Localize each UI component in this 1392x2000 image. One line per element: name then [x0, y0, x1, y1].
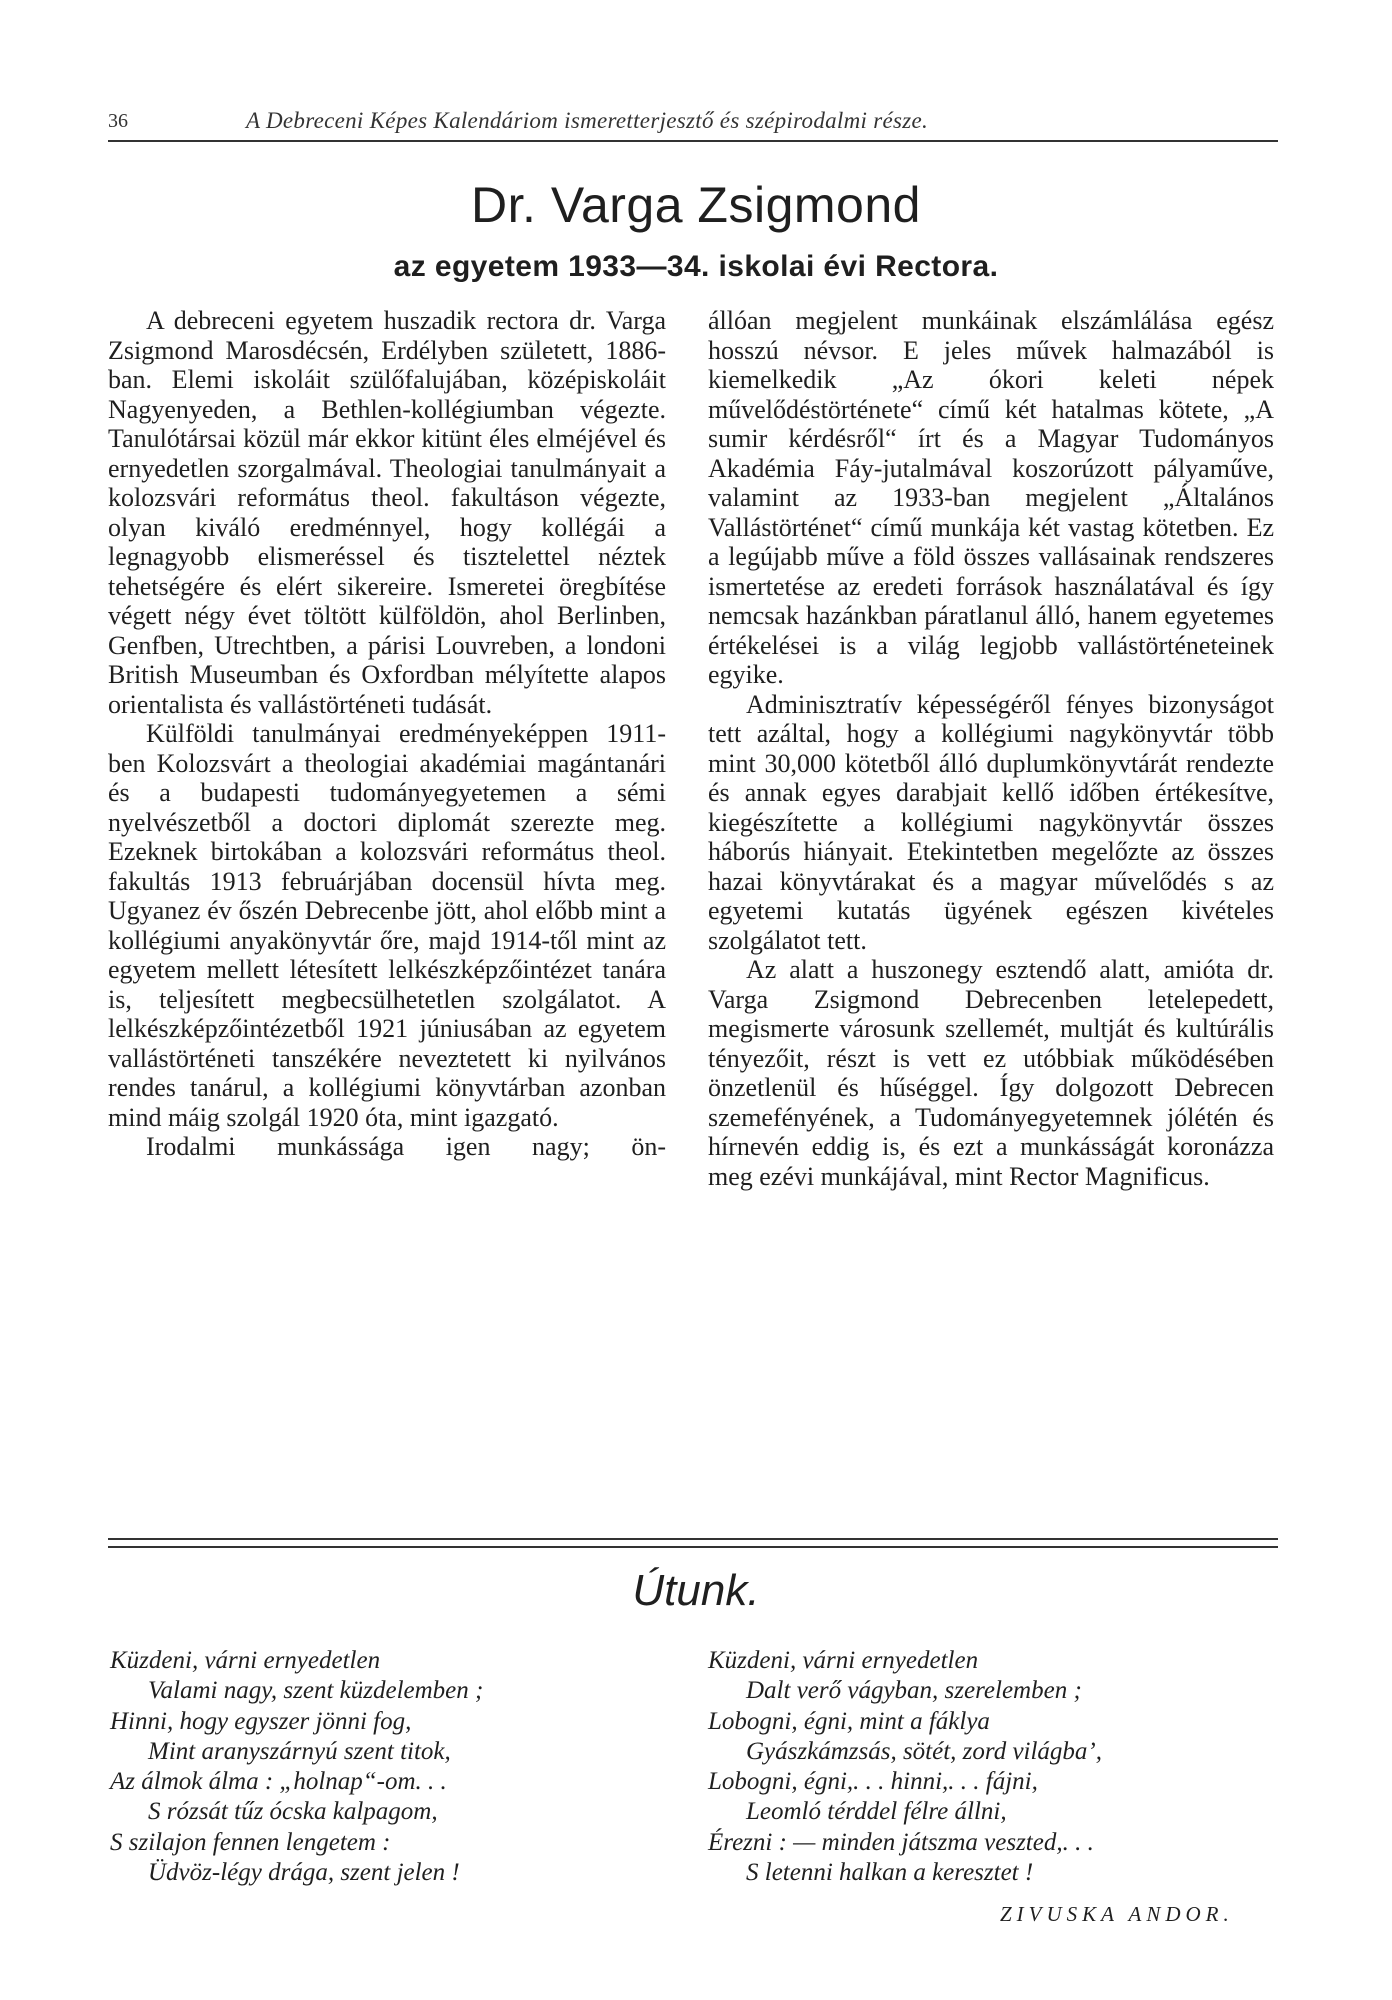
poem-line: S szilajon fennen lengetem :: [110, 1828, 391, 1856]
section-divider: [108, 1546, 1278, 1548]
poem-line: Küzdeni, várni ernyedetlen: [110, 1647, 381, 1674]
article-paragraph: Az alatt a huszonegy esztendő alatt, amióta dr. Varga Zsigmond Debrecenben letelepedett, megismerte városunk szellemét, multját és kultúrális tényezőit, részt is vett ez utóbbiak működésében önzetlenül és hűséggel. Így dolgozott Debrecen szemefényének, a Tudományegyetemnek jólétén és hírnevén eddig is, és ezt a munkásságát koronázza meg ezévi munkájával, mint Rector Magnificus.: [708, 955, 1274, 1191]
poem-line: Mint aranyszárnyú szent titok,: [148, 1737, 451, 1765]
poem-line: Gyászkámzsás, sötét, zord világba’,: [746, 1737, 1103, 1765]
page-number: 36: [108, 110, 128, 132]
poem-line: Hinni, hogy egyszer jönni fog,: [110, 1707, 412, 1735]
article-right-column: [708, 306, 1274, 1191]
running-title: A Debreceni Képes Kalendáriom ismeretterjesztő és szépirodalmi része.: [246, 108, 929, 133]
poem-line: S rózsát tűz ócska kalpagom,: [148, 1798, 438, 1826]
poem-line: Valami nagy, szent küzdelemben ;: [148, 1677, 484, 1705]
poem-signature: ZIVUSKA ANDOR.: [1000, 1902, 1234, 1926]
running-header: [108, 106, 1278, 142]
poem-line: Érezni : — minden játszma veszted,. . .: [708, 1828, 1094, 1856]
poem-line: Küzdeni, várni ernyedetlen: [708, 1647, 979, 1674]
poem-line: S letenni halkan a keresztet !: [746, 1859, 1034, 1887]
poem-line: Lobogni, égni, mint a fáklya: [708, 1707, 990, 1735]
article-left-column: [108, 306, 666, 1162]
article-title: Dr. Varga Zsigmond: [471, 177, 921, 233]
poem-title: Útunk.: [632, 1566, 760, 1615]
article-subtitle: az egyetem 1933—34. iskolai évi Rectora.: [393, 250, 999, 283]
poem-line: Dalt verő vágyban, szerelemben ;: [746, 1677, 1082, 1705]
poem-line: Az álmok álma : „holnap“-om. . .: [110, 1768, 447, 1796]
poem-line: Lobogni, égni,. . . hinni,. . . fájni,: [708, 1768, 1038, 1796]
poem-line: Üdvöz-légy drága, szent jelen !: [148, 1859, 460, 1887]
article-paragraph: Adminisztratív képességéről fényes bizonyságot tett azáltal, hogy a kollégiumi nagykönyvtár több mint 30,000 kötetből álló duplumkönyvtárát rendezte és annak egyes darabjait kellő időben értékesítve, kiegészítette a kollégiumi nagykönyvtár összes háborús hiányait. Etekintetben megelőzte az összes hazai könyvtárakat és a magyar művelődés s az egyetemi kutatás ügyének egészen kivételes szolgálatot tett.: [708, 689, 1274, 955]
article-paragraph: Irodalmi munkássága igen nagy; ön-: [146, 1132, 666, 1161]
poem-stanza-left: [110, 1646, 483, 1888]
article-paragraph: állóan megjelent munkáinak elszámlálása egész hosszú névsor. E jeles művek halmazából is kiemelkedik „Az ókori keleti népek művelődéstörténete“ című két hatalmas kötete, „A sumir kérdésről“ írt és a Magyar Tudományos Akadémia Fáy-jutalmával koszorúzott pályaműve, valamint az 1933-ban megjelent „Általános Vallástörténet“ című munkája két vastag kötetben. Ez a legújabb műve a föld összes vallásainak rendszeres ismertetése az eredeti források használatával és így nemcsak hazánkban páratlanul álló, hanem egyetemes értékelései is a világ legjobb vallástörténeteinek egyike.: [708, 306, 1274, 689]
section-divider: [108, 1538, 1278, 1540]
poem-stanza-right: [708, 1646, 1102, 1888]
article-paragraph: A debreceni egyetem huszadik rectora dr. Varga Zsigmond Marosdécsén, Erdélyben született, 1886-ban. Elemi iskoláit szülőfalujában, középiskoláit Nagyenyeden, a Bethlen-kollégiumban végezte. Tanulótársai közül már ekkor kitünt éles elméjével és ernyedetlen szorgalmával. Theologiai tanulmányait a kolozsvári református theol. fakultáson végezte, olyan kiváló eredménnyel, hogy kollégái a legnagyobb elismeréssel és tisztelettel néztek tehetségére és elért sikereire. Ismeretei öregbítése végett négy évet töltött külföldön, ahol Berlinben, Genfben, Utrechtben, a párisi Louvreben, a londoni British Museumban és Oxfordban mélyítette alapos orientalista és vallástörténeti tudását.: [108, 306, 666, 719]
article-paragraph: Külföldi tanulmányai eredményeképpen 1911-ben Kolozsvárt a theologiai akadémiai magántanári és a budapesti tudományegyetemen a sémi nyelvészetből a doctori diplomát szerezte meg. Ezeknek birtokában a kolozsvári református theol. fakultás 1913 februárjában docensül hívta meg. Ugyanez év őszén Debrecenbe jött, ahol előbb mint a kollégiumi anyakönyvtár őre, majd 1914-től mint az egyetem mellett létesített lelkészképzőintézet tanára is, teljesített megbecsülhetetlen szolgálatot. A lelkészképzőintézetből 1921 júniusában az egyetem vallástörténeti tanszékére neveztetett ki nyilvános rendes tanárul, a kollégiumi könyvtárban azonban mind máig szolgál 1920 óta, mint igazgató.: [108, 719, 666, 1132]
poem-line: Leomló térddel félre állni,: [746, 1798, 1007, 1826]
